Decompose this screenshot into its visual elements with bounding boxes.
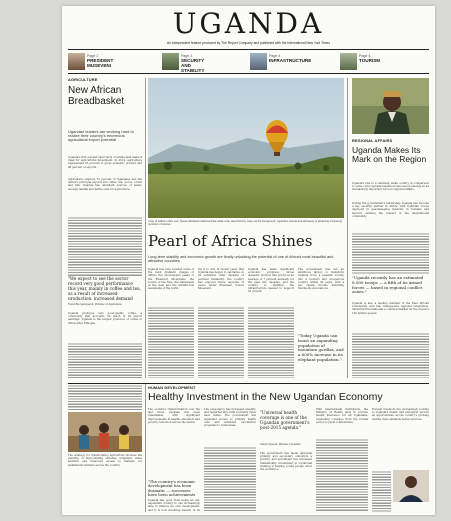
- teaser-tourism[interactable]: [340, 52, 428, 71]
- article-body: Uganda has gone from being an aid-dependent country to one increasingly able to finance its own development, and it is now investing heavily in its: [148, 499, 200, 512]
- pull-quote: "The country's economic development has been dramatic — successes have been achievements: [148, 480, 196, 498]
- newspaper-page: [62, 6, 435, 515]
- lead-dek: Long-term stability and economic growth are finally unlocking the potential of one of Africa's most beautiful and attractive countries: [148, 255, 334, 263]
- lead-headline: Pearl of Africa Shines: [148, 232, 313, 250]
- article-body: Uganda's rich soil and vast tracts of arable land make it ideal for agricultural investment. In 2014, agriculture represented 23 percent of gross domestic product and 48 percent of exports.: [68, 156, 142, 169]
- pull-quote: "Uganda recently has an estimated 8,000 troops — a fifth of its armed forces — based in regional conflict zones.": [352, 276, 424, 295]
- teaser-kicker: Page 2: [87, 54, 99, 58]
- pull-quote: "Universal health coverage is one of the Ugandan government's post-2015 agenda.": [260, 410, 310, 430]
- teaser-headline: INFRASTRUCTURE: [269, 58, 312, 63]
- article-body-text-block: [198, 306, 244, 378]
- masthead-tagline: An independent feature produced by The Report Company and published with the International New York Times: [166, 41, 331, 45]
- article-dek: Ugandan leaders are working hard to realize their country's enormous agricultural export potential: [68, 129, 134, 143]
- pull-quote: "We expect to see the sector record very good performance this year, mainly in coffee and tea, as a result of increased production, increased demand: [68, 276, 141, 300]
- pull-quote-attribution: Sarah Opendi, Minister of Health: [260, 442, 301, 446]
- hero-photo-balloon: [148, 78, 344, 218]
- teaser-thumbnail: [340, 53, 357, 70]
- teaser-thumbnail: [250, 53, 267, 70]
- article-body-text-block: [148, 306, 194, 378]
- teaser-kicker: Page 4: [359, 54, 371, 58]
- lead-body-col1: Uganda has long boasted some of the most dramatic images of Africa: the snowcapped peaks of the Rwenzori Mountains, the source of the Nile, the rainforests of the west and the wildlife-rich savannahs of the north.: [148, 268, 194, 291]
- teaser-kicker: Page 4: [269, 54, 281, 58]
- section-label-human-development: HUMAN DEVELOPMENT: [148, 386, 196, 390]
- president-photo: [352, 78, 429, 134]
- section-label-agriculture: AGRICULTURE: [68, 78, 98, 82]
- article-body: The strategy for transforming agriculture involves the planting of high-yielding varieties, irrigation, value addition and improved access to markets for smallholder farmers across the country.: [68, 454, 142, 467]
- article-headline: Uganda Makes Its Mark on the Region: [352, 145, 427, 164]
- article-body: Life expectancy has increased steadily, and maternal and child mortality rates have fallen. The government has expanded access to primary health care and extended vaccination programs to rural areas.: [204, 408, 256, 428]
- lead-body-col2: Yet it is only in recent years that Uganda has begun to capitalize on its potential. After decades of political instability, the country has enjoyed three decades of peace under President Yoweri Museveni.: [198, 268, 244, 291]
- article-body: The country's transformation over the last three decades has been remarkable, with significant improvements in health, education and poverty reduction across the nation.: [148, 408, 200, 424]
- article-body-text-block: [352, 232, 429, 274]
- column-divider: [145, 78, 146, 378]
- article-body: Foreign investors are increasingly looking to Uganda's health and education sectors as opportunities, as the country's growing middle class demands better services.: [372, 408, 429, 421]
- article-headline: Healthy Investment in the New Ugandan Economy: [148, 391, 383, 403]
- portrait-photo: [393, 470, 429, 502]
- teaser-president[interactable]: [68, 52, 156, 71]
- teaser-thumbnail: [68, 53, 85, 70]
- column-divider: [347, 78, 348, 378]
- article-headline: New African Breadbasket: [68, 85, 125, 107]
- article-body-text-block: [372, 470, 391, 512]
- article-body: Uganda is also a leading member of the East African Community, and has championed regional integration, infrastructure links and a common market for the region's 150 million people.: [352, 302, 429, 315]
- teaser-headline: SECURITY AND STABILITY: [181, 58, 205, 73]
- lead-body-col3: Uganda has made significant economic progress. Gross domestic product has grown at an average of 7 percent annually for the past two decades, and the country is building the infrastructure needed to support its growth.: [248, 268, 294, 294]
- section-label-regional: REGIONAL AFFAIRS: [352, 139, 393, 143]
- article-body-text-block: [248, 306, 294, 378]
- masthead-title: UGANDA: [172, 7, 325, 40]
- article-body: Agriculture employs 72 percent of Ugandans and the nation's principal exports are coffee, tea, cocoa, cotton and fish. Uganda has abundant sources of water, enough rainfall and fertile soils for agriculture.: [68, 178, 142, 191]
- teaser-rule: [68, 73, 429, 74]
- photo-caption: A fan of balloon rides over Queen Elizabeth National Park while a fan described by many as the foreground: Uganda's natural animal beauty is attracting increasing numbers of visitors.: [148, 220, 342, 226]
- article-body-text-block: [204, 446, 256, 512]
- teaser-thumbnail: [162, 53, 179, 70]
- lead-pull-quote: "Today Uganda can boast an expanding population of mountain gorillas, and a 600% increase in its elephant population.": [298, 334, 344, 362]
- teaser-kicker: Page 3: [181, 54, 193, 58]
- article-body: Uganda produces very good-quality coffee, a commodity that accounts for much of its export earnings. Uganda is the largest producer of coffee in Africa after Ethiopia.: [68, 312, 142, 325]
- pull-quote-attribution: Tress Bucyanayandi, Minister of Agriculture: [68, 302, 122, 306]
- column-divider: [145, 384, 146, 512]
- article-body: The government has made universal primary and secondary education a priority, and enrollment has increased dramatically. Investment in vocational training is helping young people enter the workforce.: [260, 452, 312, 472]
- lead-body-col4: The government has set an ambitious target: to transform Uganda from a peasant society into a modern and prosperous country within 30 years, with a per capita income matching middle-income nations.: [298, 268, 344, 291]
- community-photo: [68, 412, 142, 452]
- article-body-text-block: [316, 438, 368, 512]
- teaser-security[interactable]: [162, 52, 250, 71]
- teaser-headline: TOURISM: [359, 58, 381, 63]
- article-body-text-block: [68, 216, 142, 276]
- article-body-text-block: [352, 332, 429, 378]
- article-body: Uganda's rise to a relatively small country in comparison to some of its regional neighbors has seen it emerge as an increasingly important force in regional affairs.: [352, 182, 429, 192]
- article-body-text-block: [68, 342, 142, 378]
- teaser-infrastructure[interactable]: [250, 52, 338, 71]
- article-body: During the government's leadership, Uganda has become a key security partner in Africa, with Ugandan troops deployed in peacekeeping missions in Somalia and beyond, earning the respect of the international community.: [352, 202, 429, 218]
- article-body: With international institutions, the Ministry of Health aims to provide health insurance for all Ugandans, expanding coverage from the formal sector to rural communities.: [316, 408, 368, 424]
- article-body-text-block: [68, 384, 142, 410]
- teaser-headline: PRESIDENT MUSEVENI: [87, 58, 114, 68]
- masthead-rule: [68, 49, 429, 50]
